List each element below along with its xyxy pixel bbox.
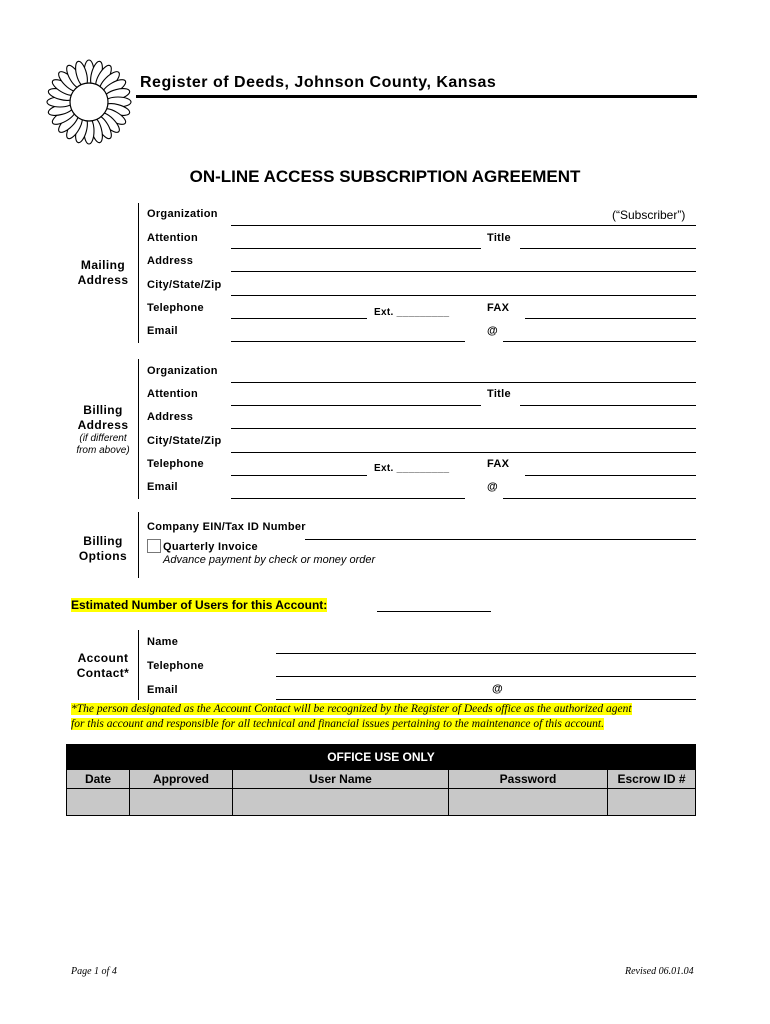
billing-title-field[interactable] <box>520 405 696 406</box>
billing-title-label: Title <box>487 388 511 400</box>
cell-password <box>449 789 608 816</box>
cell-escrow-id <box>608 789 696 816</box>
billing-address-field[interactable] <box>231 428 696 429</box>
page-number: Page 1 of 4 <box>71 966 117 977</box>
billing-city-field[interactable] <box>231 452 696 453</box>
contact-at-sign: @ <box>492 683 504 695</box>
mailing-divider <box>138 203 139 343</box>
mailing-telephone-label: Telephone <box>147 302 204 314</box>
billing-city-label: City/State/Zip <box>147 435 222 447</box>
mailing-title-label: Title <box>487 232 511 244</box>
billing-attention-label: Attention <box>147 388 198 400</box>
billing-attention-field[interactable] <box>231 405 481 406</box>
subscriber-note: (“Subscriber”) <box>612 208 686 222</box>
mailing-telephone-field[interactable] <box>231 318 367 319</box>
sunflower-icon <box>44 57 134 147</box>
mailing-email-domain-field[interactable] <box>503 341 696 342</box>
cell-user-name <box>233 789 449 816</box>
billing-at-sign: @ <box>487 481 499 493</box>
cell-date <box>67 789 130 816</box>
header-rule <box>136 95 697 98</box>
contact-telephone-field[interactable] <box>276 676 696 677</box>
office-use-table <box>66 744 696 816</box>
ein-label: Company EIN/Tax ID Number <box>147 521 306 533</box>
billing-organization-label: Organization <box>147 365 218 377</box>
estimated-users-label: Estimated Number of Users for this Account: <box>71 598 328 612</box>
billing-address-label: Address <box>147 411 194 423</box>
account-contact-note: *The person designated as the Account Contact will be recognized by the Register of Deeds office as the authorized agent for this account and responsible for all technical and financial issues pertaining to the maintenance of this account. <box>71 703 632 730</box>
mailing-address-label: Address <box>147 255 194 267</box>
billing-telephone-label: Telephone <box>147 458 204 470</box>
billing-email-domain-field[interactable] <box>503 498 696 499</box>
contact-email-field[interactable] <box>276 699 696 700</box>
mailing-fax-field[interactable] <box>525 318 696 319</box>
mailing-email-label: Email <box>147 325 178 337</box>
document-title: ON-LINE ACCESS SUBSCRIPTION AGREEMENT <box>189 167 581 186</box>
billing-email-field[interactable] <box>231 498 465 499</box>
mailing-ext-field[interactable]: Ext. _________ <box>374 307 450 318</box>
account-contact-section-label: Account Contact* <box>76 651 130 680</box>
mailing-organization-field[interactable] <box>231 225 696 226</box>
estimated-users-field[interactable] <box>377 611 491 612</box>
billing-ext-field[interactable]: Ext. _________ <box>374 463 450 474</box>
mailing-attention-field[interactable] <box>231 248 481 249</box>
contact-telephone-label: Telephone <box>147 660 204 672</box>
revision-date: Revised 06.01.04 <box>625 966 694 977</box>
mailing-section-label: Mailing Address <box>77 258 129 287</box>
header-title: Register of Deeds, Johnson County, Kansas <box>140 74 497 91</box>
billing-telephone-field[interactable] <box>231 475 367 476</box>
mailing-city-field[interactable] <box>231 295 696 296</box>
contact-name-field[interactable] <box>276 653 696 654</box>
mailing-attention-label: Attention <box>147 232 198 244</box>
quarterly-invoice-label: Quarterly Invoice <box>163 541 258 553</box>
ein-field[interactable] <box>305 539 696 540</box>
mailing-email-field[interactable] <box>231 341 465 342</box>
quarterly-invoice-checkbox[interactable] <box>147 539 161 553</box>
billing-options-divider <box>138 512 139 578</box>
billing-options-section-label: Billing Options <box>78 534 128 563</box>
cell-approved <box>130 789 233 816</box>
billing-organization-field[interactable] <box>231 382 696 383</box>
mailing-fax-label: FAX <box>487 302 510 314</box>
contact-email-label: Email <box>147 684 178 696</box>
billing-email-label: Email <box>147 481 178 493</box>
mailing-city-label: City/State/Zip <box>147 279 222 291</box>
contact-name-label: Name <box>147 636 179 648</box>
mailing-organization-label: Organization <box>147 208 218 220</box>
col-password: Password <box>449 770 608 789</box>
billing-divider <box>138 359 139 499</box>
office-use-heading: OFFICE USE ONLY <box>67 745 696 770</box>
col-escrow-id: Escrow ID # <box>608 770 696 789</box>
mailing-at-sign: @ <box>487 325 499 337</box>
advance-payment-note: Advance payment by check or money order <box>163 554 376 566</box>
col-approved: Approved <box>130 770 233 789</box>
billing-fax-label: FAX <box>487 458 510 470</box>
col-user-name: User Name <box>233 770 449 789</box>
billing-section-label: Billing Address (if different from above) <box>76 403 130 456</box>
mailing-address-field[interactable] <box>231 271 696 272</box>
billing-fax-field[interactable] <box>525 475 696 476</box>
col-date: Date <box>67 770 130 789</box>
mailing-title-field[interactable] <box>520 248 696 249</box>
